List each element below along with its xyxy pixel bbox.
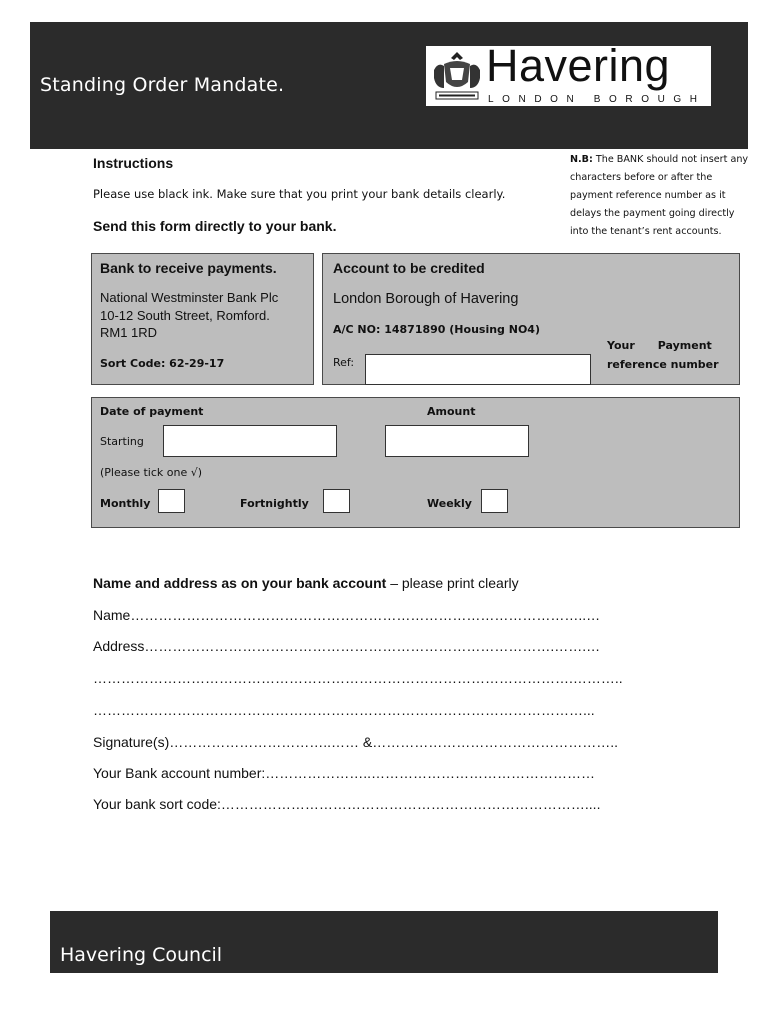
- nb-label: N.B:: [570, 154, 593, 165]
- send-to-bank-note: Send this form directly to your bank.: [93, 218, 337, 234]
- logo-wordmark: Havering: [486, 40, 671, 91]
- name-address-heading: [93, 575, 519, 591]
- name-address-heading-bold: Name and address as on your bank account: [93, 575, 387, 591]
- havering-crest-icon: [430, 48, 484, 104]
- sort-code-line[interactable]: Your bank sort code:……………………………………………………………………....: [93, 796, 601, 812]
- starting-date-input[interactable]: [163, 425, 337, 457]
- name-address-heading-rest: – please print clearly: [386, 575, 519, 591]
- reference-number-label: reference number: [607, 358, 719, 371]
- amount-input[interactable]: [385, 425, 529, 457]
- address-line[interactable]: Address…………………………………………………………………………….…….…: [93, 638, 601, 654]
- bank-panel-title: Bank to receive payments.: [100, 260, 277, 276]
- tick-note: (Please tick one √): [100, 466, 203, 479]
- footer-text: Havering Council: [60, 944, 223, 966]
- bank-name: National Westminster Bank Plc: [100, 290, 279, 305]
- monthly-label: Monthly: [100, 497, 151, 510]
- account-name: London Borough of Havering: [333, 291, 519, 307]
- fortnightly-label: Fortnightly: [240, 497, 309, 510]
- weekly-checkbox[interactable]: [481, 489, 508, 513]
- monthly-checkbox[interactable]: [158, 489, 185, 513]
- bank-panel: [91, 253, 314, 385]
- nb-text: The BANK should not insert any characters before or after the payment reference number as it delays the payment going directly into the tenant’s rent accounts.: [570, 154, 749, 237]
- address-line-3[interactable]: ……………………………………………………………………………………………...: [93, 702, 595, 718]
- bank-postcode: RM1 1RD: [100, 325, 158, 340]
- payment-date-panel: [91, 397, 740, 528]
- amount-label: Amount: [427, 405, 476, 418]
- account-panel-title: Account to be credited: [333, 260, 485, 276]
- name-line[interactable]: Name……………………………………………………………………………………..…: [93, 607, 601, 623]
- havering-logo: [426, 40, 711, 106]
- date-of-payment-label: Date of payment: [100, 405, 204, 418]
- account-panel: [322, 253, 740, 385]
- logo-subtitle: LONDON BOROUGH: [488, 94, 706, 105]
- ref-label: Ref:: [333, 356, 355, 369]
- fortnightly-checkbox[interactable]: [323, 489, 350, 513]
- instructions-heading: Instructions: [93, 155, 174, 171]
- address-line-2[interactable]: ………………………………………………………………………………………….………..: [93, 670, 623, 686]
- account-number: A/C NO: 14871890 (Housing NO4): [333, 323, 540, 336]
- nb-note: [570, 151, 752, 241]
- your-payment-label: Your Payment: [607, 339, 712, 352]
- starting-label: Starting: [100, 435, 144, 448]
- bank-street: 10-12 South Street, Romford.: [100, 308, 270, 323]
- instructions-text: Please use black ink. Make sure that you print your bank details clearly.: [93, 187, 506, 201]
- payment-reference-input[interactable]: [365, 354, 591, 385]
- account-number-line[interactable]: Your Bank account number:…………………..…………………………………………: [93, 765, 596, 781]
- weekly-label: Weekly: [427, 497, 472, 510]
- signature-line[interactable]: Signature(s)……………………………..…… &……………………………………………..: [93, 734, 619, 750]
- bank-sort-code: Sort Code: 62-29-17: [100, 357, 225, 370]
- page-title: Standing Order Mandate.: [40, 74, 285, 96]
